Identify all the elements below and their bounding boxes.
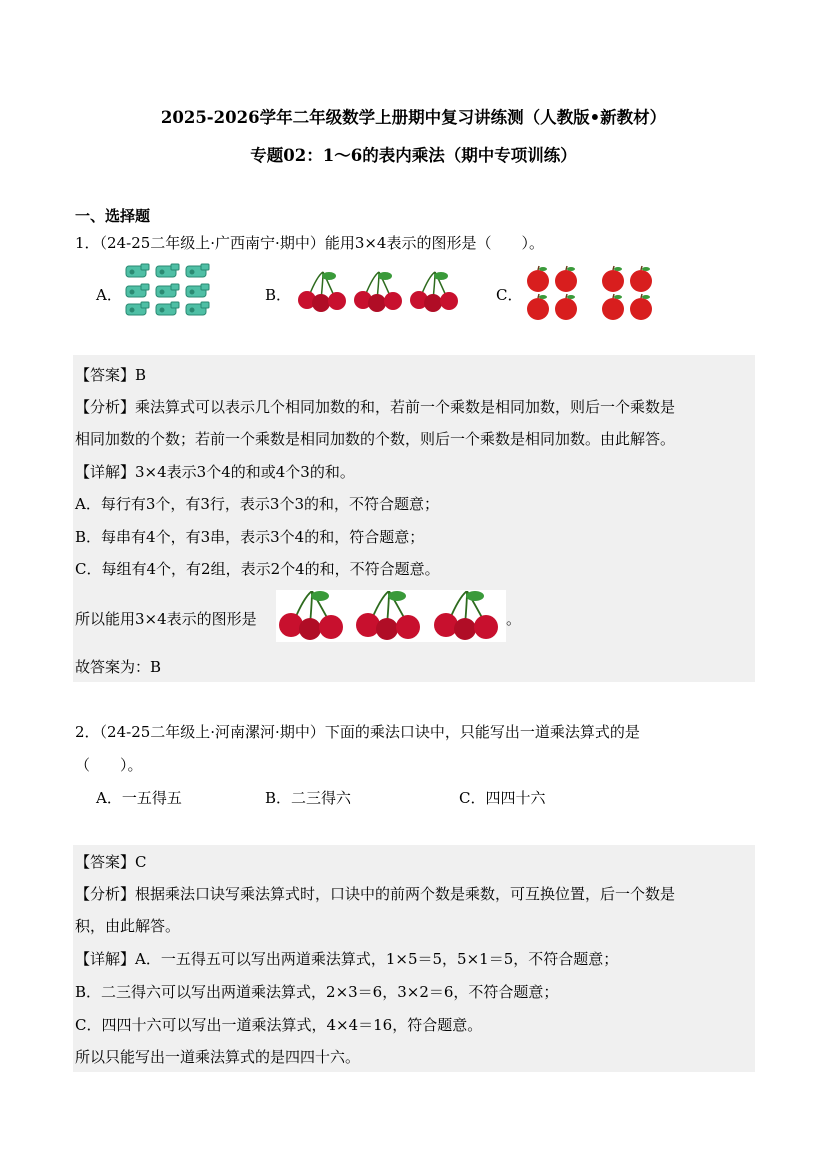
- q1-detail: 【详解】3×4表示3个4的和或4个3的和。: [75, 463, 355, 481]
- cherries-answer-image: [276, 591, 506, 641]
- whistles-image: [124, 262, 216, 322]
- q1-answer: 【答案】B: [75, 366, 147, 384]
- section-heading: 一、选择题: [75, 207, 151, 225]
- q1-stem: 1．（24-25二年级上·广西南宁·期中）能用3×4表示的图形是（ ）。: [75, 234, 544, 252]
- q1-detail-a: A．每行有3个，有3行，表示3个3的和，不符合题意；: [75, 495, 440, 513]
- cherries-image: [295, 270, 465, 312]
- q1-final: 故答案为：B: [75, 658, 162, 676]
- apples-image: [525, 264, 660, 320]
- q2-detail-b: B．二三得六可以写出两道乘法算式，2×3＝6，3×2＝6，不符合题意；: [75, 983, 559, 1001]
- document-subtitle: 专题02：1～6的表内乘法（期中专项训练）: [250, 146, 577, 165]
- document-title: 2025-2026学年二年级数学上册期中复习讲练测（人教版•新教材）: [160, 108, 667, 127]
- q2-conclusion: 所以只能写出一道乘法算式的是四四十六。: [75, 1048, 361, 1066]
- q1-analysis-line2: 相同加数的个数；若前一个乘数是相同加数的个数，则后一个乘数是相同加数。由此解答。: [75, 430, 676, 448]
- q1-conclusion-suffix: 。: [506, 610, 522, 628]
- q2-option-a: A．一五得五: [96, 789, 182, 807]
- q2-answer: 【答案】C: [75, 853, 147, 871]
- q2-option-b: B．二三得六: [265, 789, 352, 807]
- q2-stem-line1: 2．（24-25二年级上·河南漯河·期中）下面的乘法口诀中，只能写出一道乘法算式的是: [75, 723, 640, 741]
- q1-option-b-label: B．: [265, 286, 292, 304]
- q2-analysis-line2: 积，由此解答。: [75, 917, 181, 935]
- q2-option-c: C．四四十六: [459, 789, 546, 807]
- q1-detail-b: B．每串有4个，有3串，表示3个4的和，符合题意；: [75, 528, 425, 546]
- q2-stem-line2: （ ）。: [75, 756, 143, 774]
- q1-option-a-label: A．: [96, 286, 122, 304]
- q1-conclusion-prefix: 所以能用3×4表示的图形是: [75, 610, 257, 628]
- q2-analysis-line1: 【分析】根据乘法口诀写乘法算式时，口诀中的前两个数是乘数，可互换位置，后一个数是: [75, 885, 676, 903]
- q1-option-c-label: C．: [496, 286, 523, 304]
- q2-detail: 【详解】A．一五得五可以写出两道乘法算式，1×5＝5，5×1＝5，不符合题意；: [75, 950, 619, 968]
- q2-detail-c: C．四四十六可以写出一道乘法算式，4×4＝16，符合题意。: [75, 1016, 483, 1034]
- q1-analysis-line1: 【分析】乘法算式可以表示几个相同加数的和，若前一个乘数是相同加数，则后一个乘数是: [75, 398, 676, 416]
- q1-detail-c: C．每组有4个，有2组，表示2个4的和，不符合题意。: [75, 560, 440, 578]
